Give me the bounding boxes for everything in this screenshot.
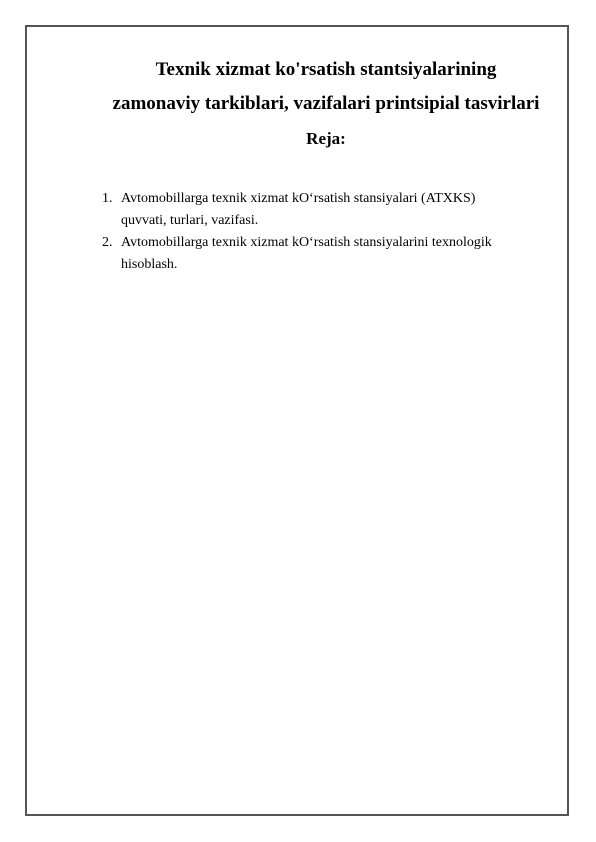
outline-item-number: 1. bbox=[102, 191, 113, 206]
plan-heading: Reja: bbox=[306, 129, 346, 148]
outline-item-1 bbox=[102, 188, 552, 232]
outline-item-text-line-1: Avtomobillarga texnik xizmat kOʻrsatish stansiyalari (ATXKS) bbox=[121, 191, 476, 206]
outline-item-number: 2. bbox=[102, 235, 113, 250]
document-title-line-2: zamonaviy tarkiblari, vazifalari printsipial tasvirlari bbox=[112, 93, 540, 114]
plan-outline-list bbox=[102, 188, 552, 276]
outline-item-text-line-1: Avtomobillarga texnik xizmat kOʻrsatish stansiyalarini texnologik bbox=[121, 235, 492, 250]
outline-item-text-line-2: quvvati, turlari, vazifasi. bbox=[121, 213, 259, 228]
outline-item-text-line-2: hisoblash. bbox=[121, 257, 178, 272]
outline-item-2 bbox=[102, 232, 552, 276]
document-title-line-1: Texnik xizmat ko'rsatish stantsiyalarining bbox=[155, 59, 497, 80]
